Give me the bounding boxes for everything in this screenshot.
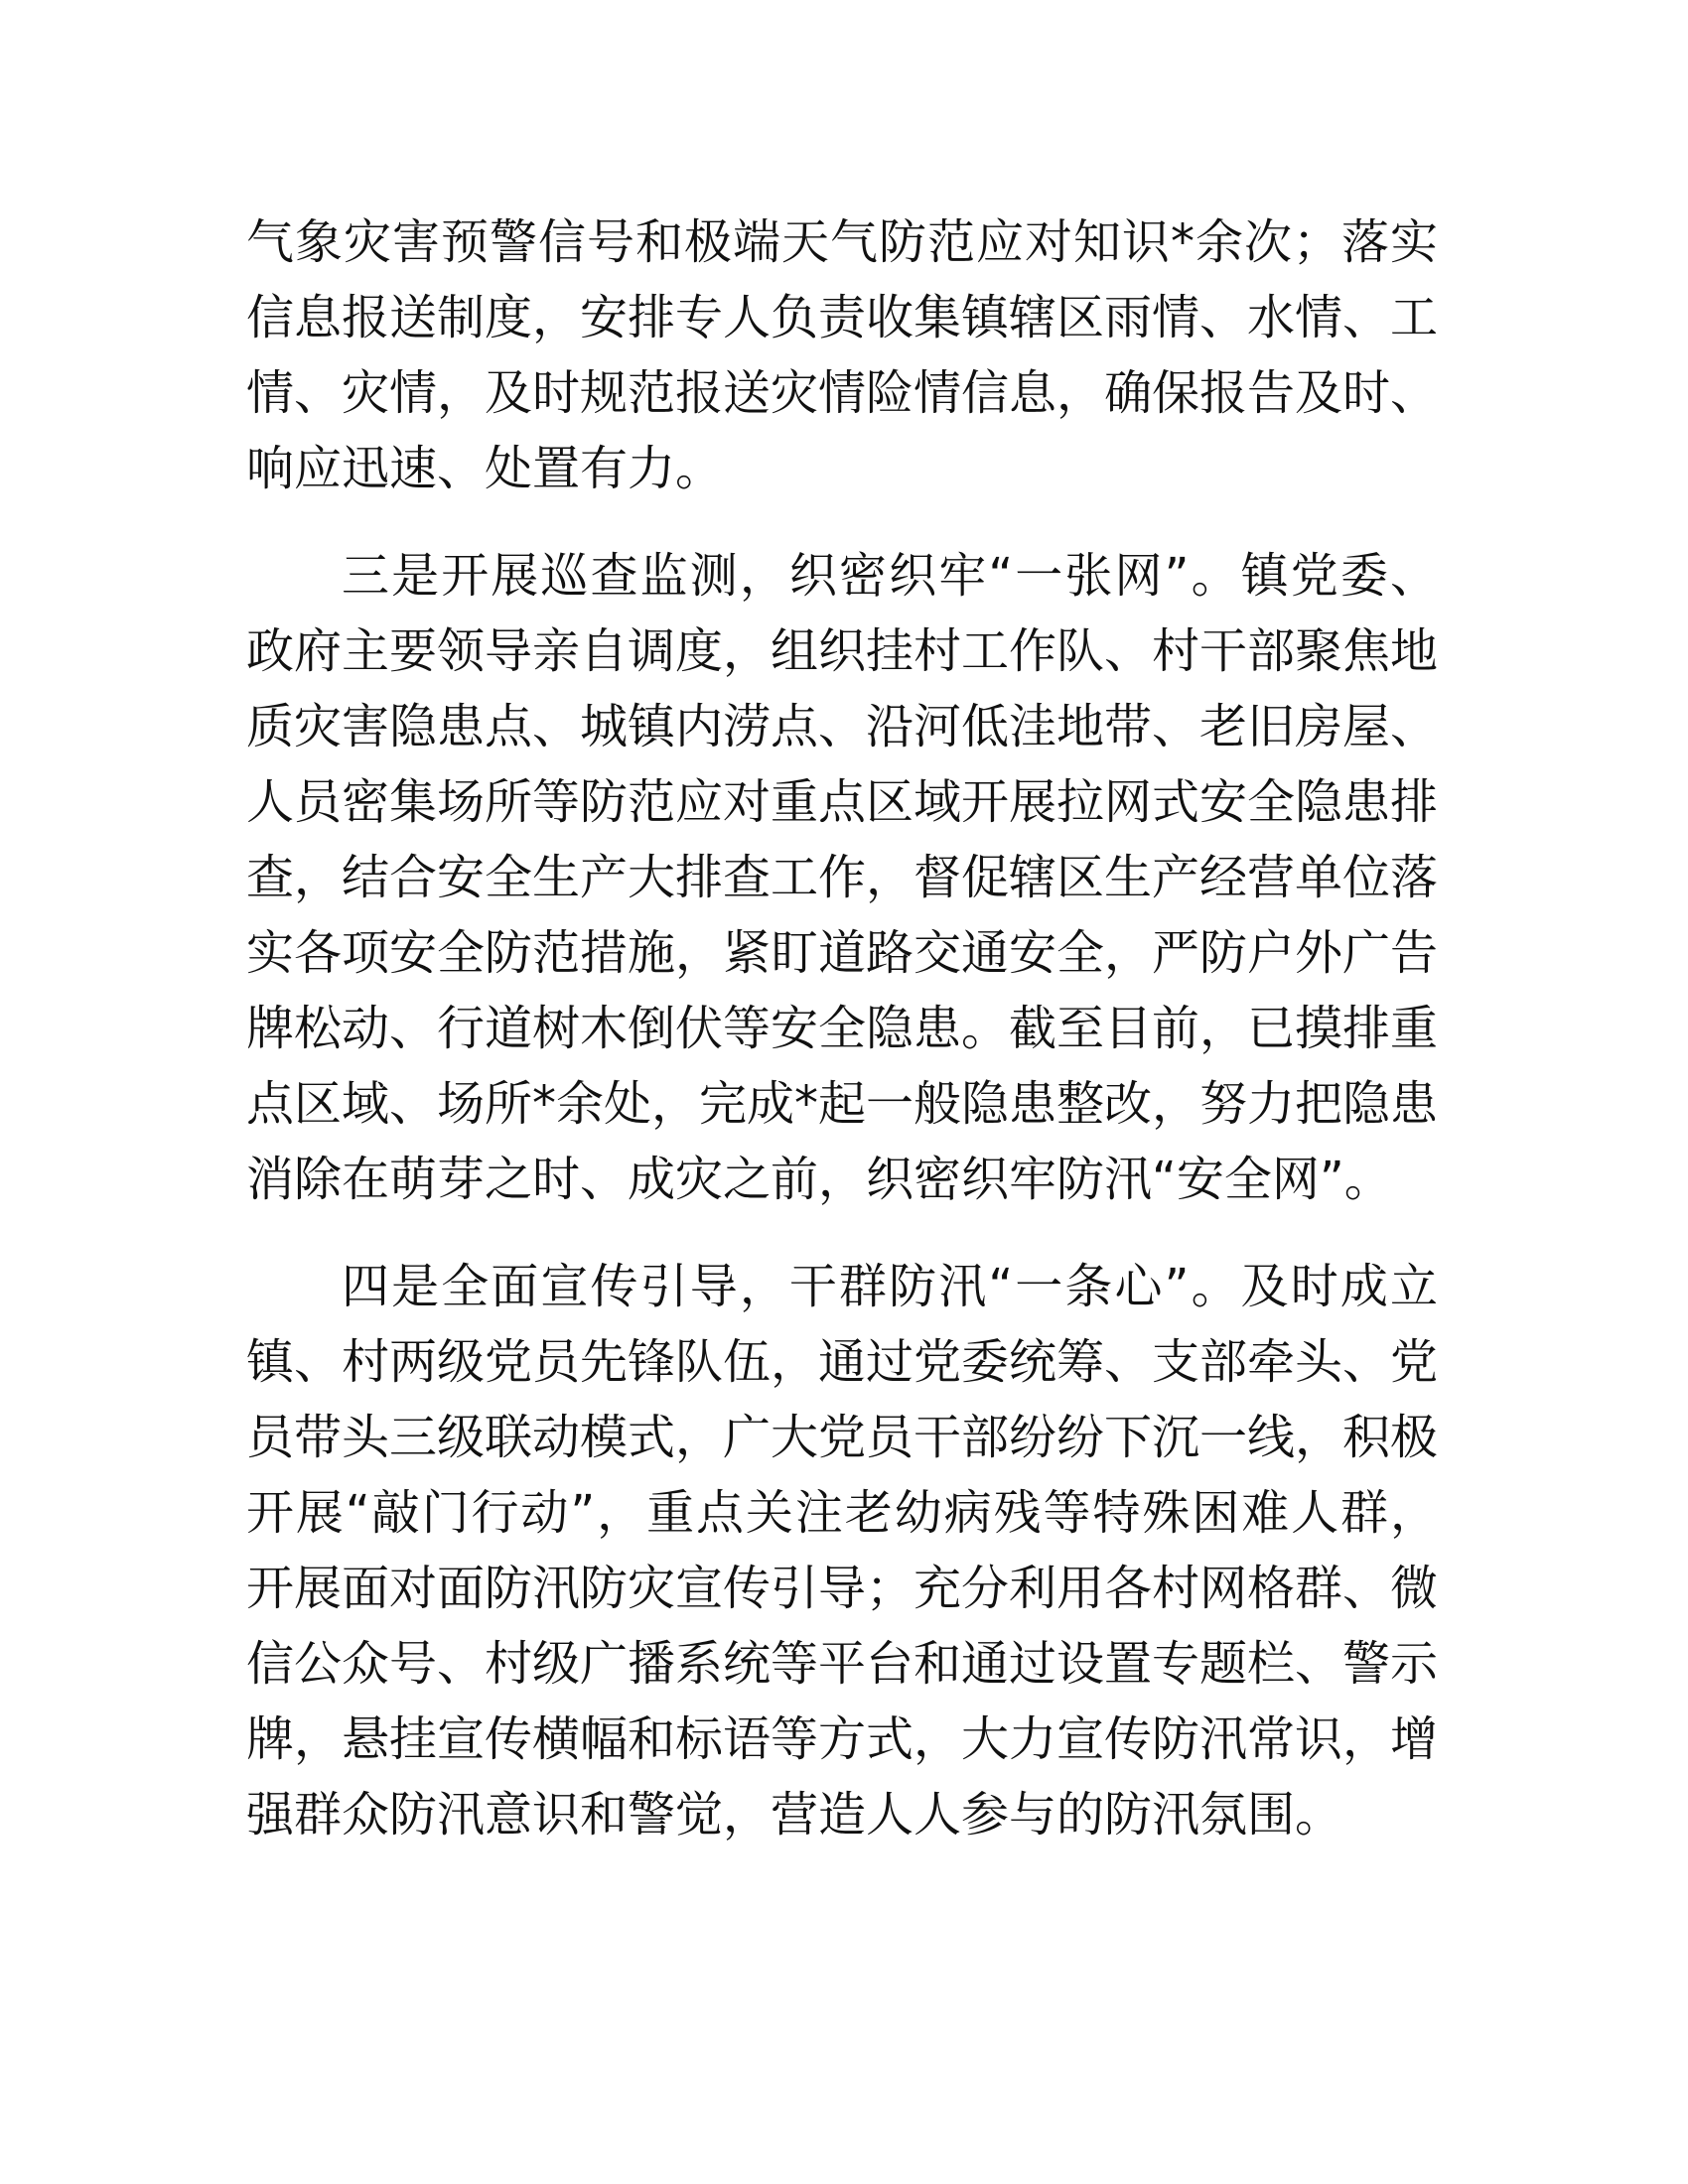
paragraph-publicity-guidance: 四是全面宣传引导，干群防汛“一条心”。及时成立镇、村两级党员先锋队伍，通过党委统筹、支部牵头、党员带头三级联动模式，广大党员干部纷纷下沉一线，积极开展“敲门行动”，重点关注老幼病残等特殊困难人群，开展面对面防汛防灾宣传引导；充分利用各村网格群、微信公众号、村级广播系统等平台和通过设置专题栏、警示牌，悬挂宣传横幅和标语等方式，大力宣传防汛常识，增强群众防汛意识和警觉，营造人人参与的防汛氛围。 [246, 1259, 1439, 1843]
document-body [246, 205, 1438, 1884]
paragraph-patrol-monitoring: 三是开展巡查监测，织密织牢“一张网”。镇党委、政府主要领导亲自调度，组织挂村工作队、村干部聚焦地质灾害隐患点、城镇内涝点、沿河低洼地带、老旧房屋、人员密集场所等防范应对重点区域开展拉网式安全隐患排查，结合安全生产大排查工作，督促辖区生产经营单位落实各项安全防范措施，紧盯道路交通安全，严防户外广告牌松动、行道树木倒伏等安全隐患。截至目前，已摸排重点区域、场所*余处，完成*起一般隐患整改，努力把隐患消除在萌芽之时、成灾之前，织密织牢防汛“安全网”。 [246, 548, 1439, 1207]
paragraph-continuation: 气象灾害预警信号和极端天气防范应对知识*余次；落实信息报送制度，安排专人负责收集镇辖区雨情、水情、工情、灾情，及时规范报送灾情险情信息，确保报告及时、响应迅速、处置有力。 [246, 214, 1439, 496]
